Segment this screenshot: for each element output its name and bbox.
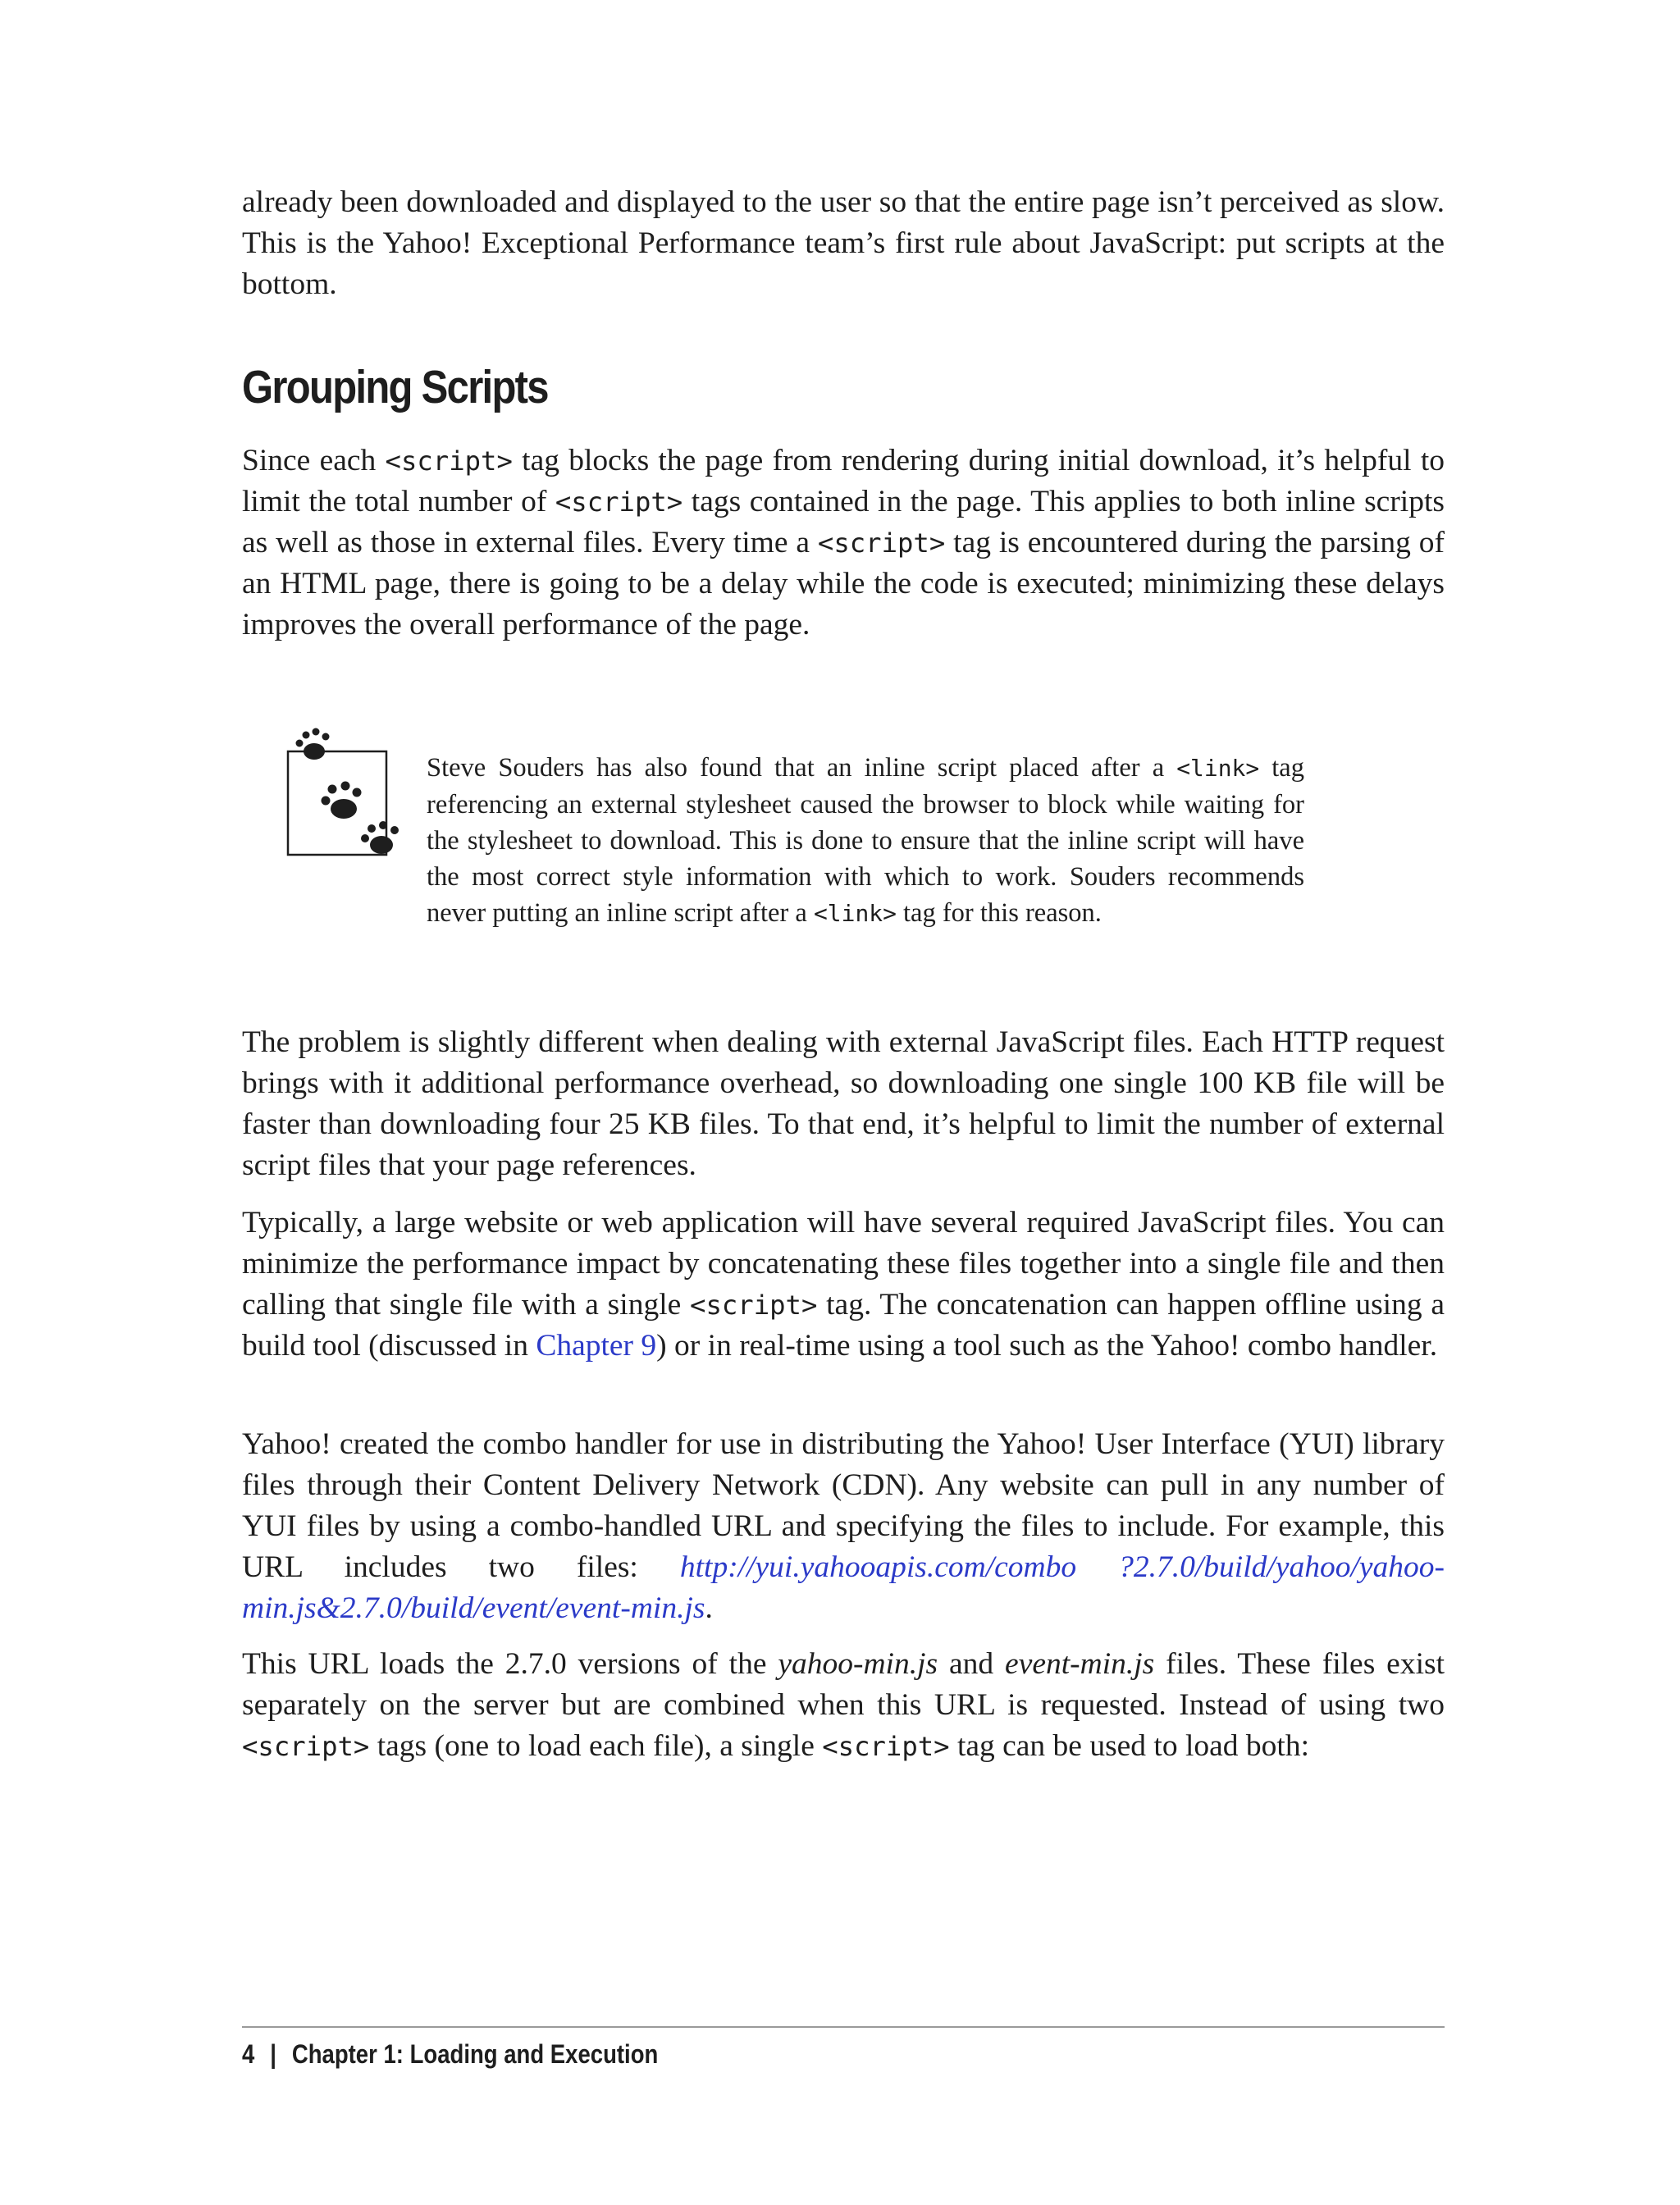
paw-prints-tip-icon: [283, 722, 422, 870]
footer-divider: [242, 2026, 1445, 2028]
page-number: 4: [242, 2039, 255, 2069]
chapter-title: Chapter 1: Loading and Execution: [291, 2039, 659, 2069]
chapter-9-link[interactable]: Chapter 9: [536, 1329, 657, 1363]
filename: event-min.js: [1005, 1647, 1155, 1681]
inline-code: <script>: [817, 527, 946, 559]
page-footer: [242, 2034, 658, 2074]
paragraph-concatenation: Typically, a large website or web application will have several required JavaScript files. You can minimize the performance impact by concatenating these files together into a single file and then calling that single file with a single <script> tag. The concatenation can happen offline using a build tool (discussed in Chapter 9) or in real-time using a tool such as the Yahoo! combo handler.: [242, 1206, 1445, 1363]
paragraph-url-loads: This URL loads the 2.7.0 versions of the yahoo-min.js and event-min.js files. These files exist separately on the server but are combined when this URL is requested. Instead of using two <script> tags (one to load each file), a single <script> tag can be used to load both:: [242, 1647, 1445, 1763]
inline-code: <link>: [813, 900, 897, 927]
paragraph-external-files: The problem is slightly different when dealing with external JavaScript files. Each HTTP request brings with it additional performance overhead, so downloading one single 100 KB file will be faster than downloading four 25 KB files. To that end, it’s helpful to limit the number of external script files that your page references.: [242, 1025, 1445, 1182]
paragraph-intro: already been downloaded and displayed to the user so that the entire page isn’t perceived as slow. This is the Yahoo! Exceptional Performance team’s first rule about JavaScript: put scripts at the bottom.: [242, 185, 1445, 301]
inline-code: <script>: [555, 486, 683, 518]
inline-code: <script>: [242, 1731, 370, 1762]
inline-code: <script>: [690, 1290, 818, 1321]
paragraph-grouping: Since each <script> tag blocks the page from rendering during initial download, it’s helpful to limit the total number of <script> tags contained in the page. This applies to both inline scripts as well as those in external files. Every time a <script> tag is encountered during the parsing of an HTML page, there is going to be a delay while the code is executed; minimizing these delays improves the overall performance of the page.: [242, 444, 1445, 641]
tip-note: Steve Souders has also found that an inline script placed after a <link> tag referencing an external stylesheet caused the browser to block while waiting for the stylesheet to download. This is done to ensure that the inline script will have the most correct style information with which to work. Souders recommends never putting an inline script after a <link> tag for this reason.: [427, 753, 1304, 928]
inline-code: <script>: [385, 445, 513, 477]
section-heading: Grouping Scripts: [242, 361, 548, 413]
inline-code: <link>: [1176, 755, 1260, 782]
inline-code: <script>: [822, 1731, 950, 1762]
filename: yahoo-min.js: [778, 1647, 938, 1681]
paragraph-combo-handler: Yahoo! created the combo handler for use in distributing the Yahoo! User Interface (YUI) library files through their Content Delivery Network (CDN). Any website can pull in any number of YUI files by using a combo-handled URL and specifying the files to include. For example, this URL includes two files: http://yui.yahooapis.com/combo ?2.7.0/build/yahoo/yahoo-min.js&2.7.0/build/event/event-min.js.: [242, 1427, 1445, 1625]
footer-separator: |: [270, 2039, 276, 2069]
combo-url-link[interactable]: http://yui.yahooapis.com/combo ?2.7.0/build/yahoo/yahoo-min.js&2.7.0/build/event/event-min.js: [242, 1550, 1445, 1625]
